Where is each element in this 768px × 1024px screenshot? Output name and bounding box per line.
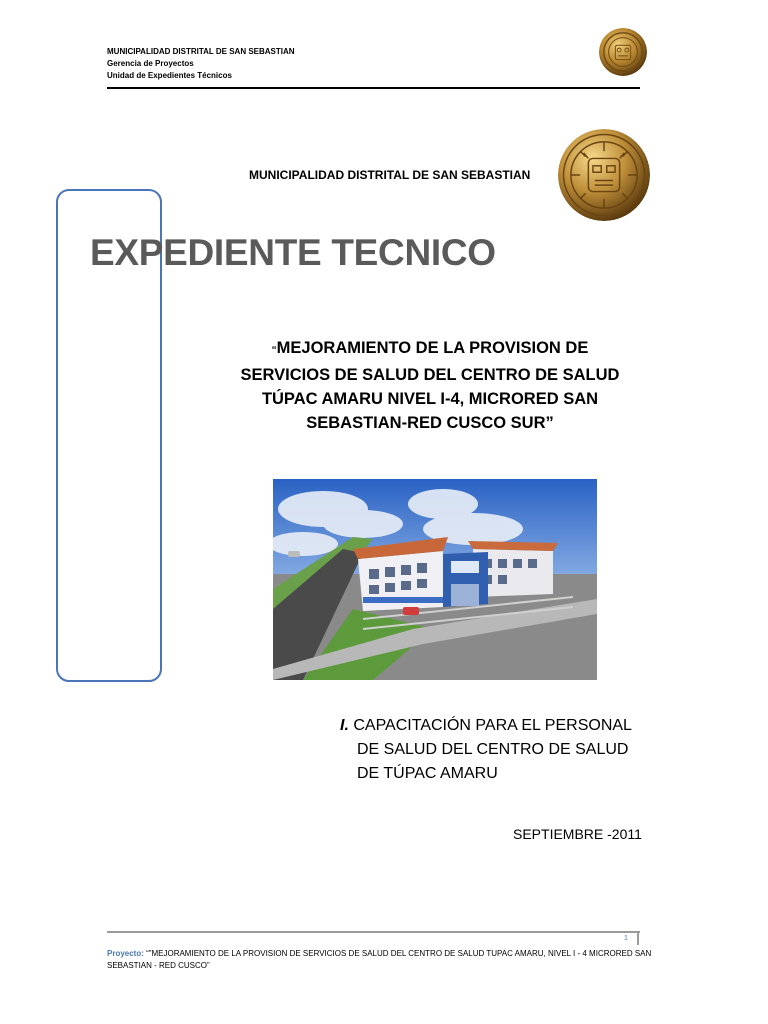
footer-rule — [107, 931, 640, 933]
section-title-line2: DE SALUD DEL CENTRO DE SALUD — [357, 741, 629, 758]
project-title-text: MEJORAMIENTO DE LA PROVISION DE SERVICIOS DE SALUD DEL CENTRO DE SALUD TÚPAC AMARU NIVEL I-4, MICRORED SAN SEBASTIAN-RED CUSCO SUR” — [240, 339, 620, 432]
document-date: SEPTIEMBRE -2011 — [513, 826, 642, 842]
footer-project-name: “”MEJORAMIENTO DE LA PROVISION DE SERVICIOS DE SALUD DEL CENTRO DE SALUD TUPAC AMARU, NIVEL I - 4 MICRORED SAN SEBASTIAN - RED CUSCO” — [107, 949, 652, 970]
footer-project-text — [107, 948, 657, 972]
section-title-line3: DE TÚPAC AMARU — [357, 765, 498, 782]
header-department: Gerencia de Proyectos — [107, 59, 194, 68]
page-number: 1 — [624, 935, 628, 942]
header-unit: Unidad de Expedientes Técnicos — [107, 71, 232, 80]
section-number: I. — [340, 717, 349, 734]
project-title-open-quote: “ — [271, 345, 277, 356]
section-title-line1: CAPACITACIÓN PARA EL PERSONAL — [353, 717, 632, 734]
project-title — [225, 336, 635, 435]
building-rendering-image — [273, 479, 597, 680]
footer-rule-tick — [637, 931, 639, 945]
section-heading — [340, 714, 632, 786]
header-coin-logo-icon — [599, 28, 647, 76]
municipality-coin-emblem-icon — [558, 129, 650, 221]
municipality-title: MUNICIPALIDAD DISTRITAL DE SAN SEBASTIAN — [249, 168, 531, 182]
document-title: EXPEDIENTE TECNICO — [90, 232, 496, 273]
footer-label: Proyecto: — [107, 949, 144, 958]
header-rule — [107, 87, 640, 89]
header-municipality: MUNICIPALIDAD DISTRITAL DE SAN SEBASTIAN — [107, 47, 295, 56]
